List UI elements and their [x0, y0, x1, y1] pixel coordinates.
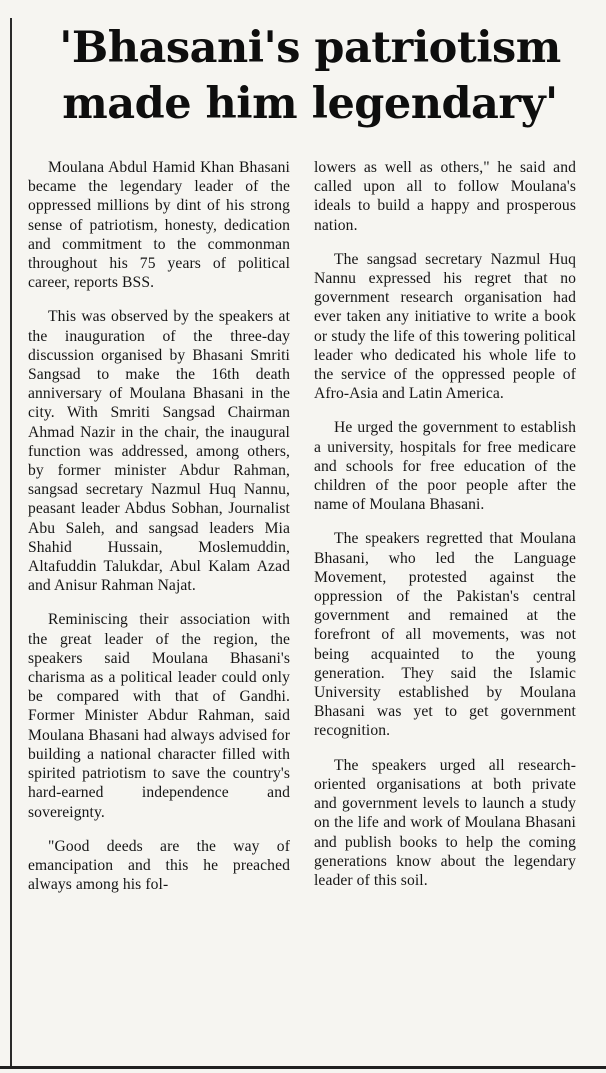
paragraph: The speakers urged all research-oriented organisations at both private and government levels to launch a study on the life and work of Moulana Bhasani and publish books to help the coming generations know about the legendary leader of this soil.: [314, 756, 576, 889]
paragraph: Moulana Abdul Hamid Khan Bhasani became the legendary leader of the oppressed millions by dint of his strong sense of patriotism, honesty, dedication and commitment to the commonman throughout his 75 years of political career, reports BSS.: [28, 159, 290, 292]
paragraph-continued: lowers as well as others," he said and called upon all to follow Moulana's ideals to build a happy and prosperous nation.: [314, 159, 576, 234]
left-column-rule: [10, 18, 12, 1068]
headline: 'Bhasani's patriotism made him legendary': [59, 23, 561, 129]
paragraph: He urged the government to establish a university, hospitals for free medicare and schools for free education of the children of the poor people after the name of Moulana Bhasani.: [314, 419, 576, 514]
paragraph: This was observed by the speakers at the inauguration of the three-day discussion organised by Bhasani Smriti Sangsad to make the 16th death anniversary of Moulana Bhasani in the city. With Smriti Sangsad Chairman Ahmad Nazir in the chair, the inaugural function was addressed, among others, by former minister Abdur Rahman, sangsad secretary Nazmul Huq Nannu, peasant leader Abdus Sobhan, Journalist Abu Saleh, and sangsad leaders Mia Shahid Hussain, Moslemuddin, Altafuddin Talukdar, Abul Kalam Azad and Anisur Rahman Najat.: [28, 308, 290, 595]
paragraph: Reminiscing their association with the great leader of the region, the speakers said Moulana Bhasani's charisma as a political leader could only be compared with that of Gandhi. Former Minister Abdur Rahman, said Moulana Bhasani had always advised for building a national character filled with spirited patriotism to save the country's hard-earned independence and sovereignty.: [28, 611, 290, 821]
article-column-left: [28, 158, 290, 909]
paragraph: The speakers regretted that Moulana Bhasani, who led the Language Movement, protested against the oppression of the Pakistan's central government and remained at the forefront of all movements, was not being acquainted to the young generation. They said the Islamic University established by Moulana Bhasani was yet to get government recognition.: [314, 530, 576, 740]
paragraph: "Good deeds are the way of emancipation and this he preached always among his fol-: [28, 837, 290, 894]
article-column-right: [314, 158, 576, 905]
bottom-rule: [0, 1066, 606, 1069]
paragraph: The sangsad secretary Nazmul Huq Nannu expressed his regret that no government research organisation had ever taken any initiative to write a book or study the life of this towering political leader who dedicated his whole life to the service of the oppressed people of Afro-Asia and Latin America.: [314, 250, 576, 403]
